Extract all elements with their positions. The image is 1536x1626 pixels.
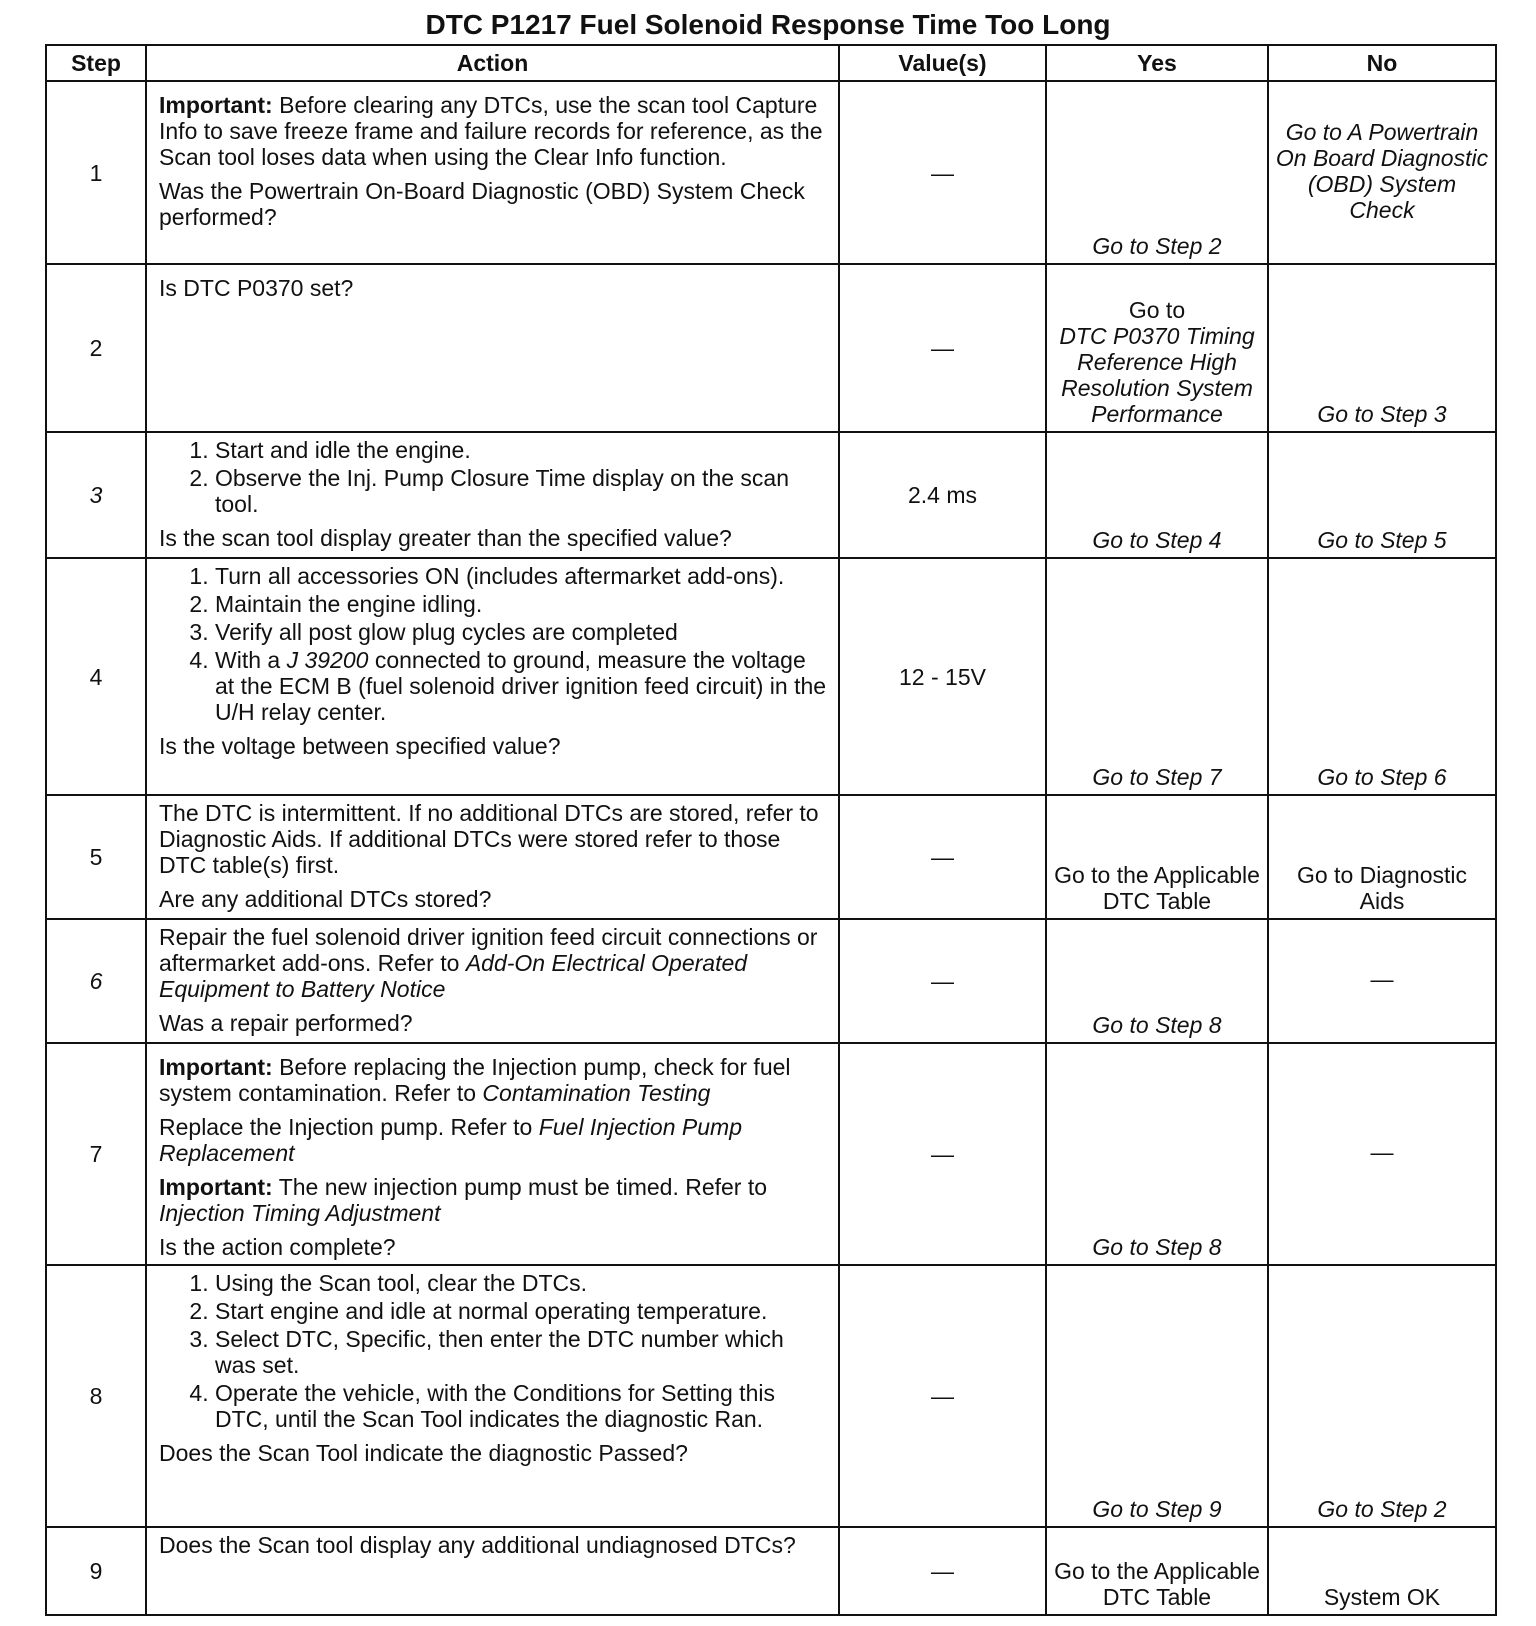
col-header-step: Step bbox=[46, 45, 146, 81]
value-cell: 2.4 ms bbox=[839, 432, 1046, 558]
yes-go-text: Go to bbox=[1128, 297, 1186, 323]
list-item: 2. Observe the Inj. Pump Closure Time display on the scan tool. bbox=[215, 465, 828, 517]
value-cell: — bbox=[839, 1043, 1046, 1265]
list-item: 4. Operate the vehicle, with the Conditions for Setting this DTC, until the Scan Tool indicates the diagnostic Ran. bbox=[215, 1380, 828, 1432]
action-cell bbox=[146, 1527, 839, 1615]
table-row-step-9 bbox=[46, 1527, 1496, 1615]
important-note bbox=[159, 1054, 828, 1106]
action-question: Is DTC P0370 set? bbox=[159, 275, 354, 301]
diagnostic-table bbox=[45, 44, 1497, 1616]
list-item: 1. Start and idle the engine. bbox=[215, 437, 828, 463]
important-label: Important: bbox=[159, 1174, 273, 1200]
action-question: Is the scan tool display greater than the specified value? bbox=[159, 525, 732, 551]
list-item: 1. Using the Scan tool, clear the DTCs. bbox=[215, 1270, 828, 1296]
col-header-yes: Yes bbox=[1046, 45, 1268, 81]
action-cell bbox=[146, 919, 839, 1043]
value-cell: — bbox=[839, 1527, 1046, 1615]
value-cell: — bbox=[839, 919, 1046, 1043]
procedure-list bbox=[159, 437, 828, 517]
list-item: 1. Turn all accessories ON (includes aftermarket add-ons). bbox=[215, 563, 828, 589]
procedure-list bbox=[159, 563, 828, 725]
action-cell bbox=[146, 432, 839, 558]
action-question: Is the action complete? bbox=[159, 1234, 396, 1260]
action-text-span: Repair the fuel solenoid driver ignition feed circuit connections or aftermarket add-ons. Refer to bbox=[159, 924, 818, 976]
step-number: 2 bbox=[46, 264, 146, 432]
value-cell: — bbox=[839, 795, 1046, 919]
table-row-step-6 bbox=[46, 919, 1496, 1043]
procedure-reference: Injection Timing Adjustment bbox=[159, 1200, 441, 1226]
yes-cell: Go to Step 4 bbox=[1046, 432, 1268, 558]
table-row-step-8 bbox=[46, 1265, 1496, 1527]
no-cell: Go to Step 2 bbox=[1268, 1265, 1496, 1527]
no-cell: Go to Diagnostic Aids bbox=[1268, 795, 1496, 919]
step-text: connected to ground, measure the voltage at the ECM B (fuel solenoid driver ignition feed circuit) in the U/H relay center. bbox=[215, 647, 827, 725]
no-cell: Go to Step 5 bbox=[1268, 432, 1496, 558]
important-note bbox=[159, 92, 828, 170]
table-row-step-3 bbox=[46, 432, 1496, 558]
table-row-step-2 bbox=[46, 264, 1496, 432]
value-cell: — bbox=[839, 1265, 1046, 1527]
col-header-no: No bbox=[1268, 45, 1496, 81]
action-cell bbox=[146, 264, 839, 432]
important-label: Important: bbox=[159, 1054, 273, 1080]
action-cell bbox=[146, 795, 839, 919]
action-text bbox=[159, 924, 828, 1002]
table-row-step-7 bbox=[46, 1043, 1496, 1265]
yes-cell: Go to Step 8 bbox=[1046, 1043, 1268, 1265]
action-question: Was a repair performed? bbox=[159, 1010, 413, 1036]
no-cell: System OK bbox=[1268, 1527, 1496, 1615]
step-number: 9 bbox=[46, 1527, 146, 1615]
col-header-values: Value(s) bbox=[839, 45, 1046, 81]
value-cell: — bbox=[839, 264, 1046, 432]
list-item: 3. Verify all post glow plug cycles are completed bbox=[215, 619, 828, 645]
no-cell: Go to Step 6 bbox=[1268, 558, 1496, 795]
no-cell: — bbox=[1268, 1043, 1496, 1265]
procedure-list bbox=[159, 1270, 828, 1432]
table-row-step-5 bbox=[46, 795, 1496, 919]
important-label: Important: bbox=[159, 92, 273, 118]
value-cell: — bbox=[839, 81, 1046, 264]
step-number: 1 bbox=[46, 81, 146, 264]
value-cell: 12 - 15V bbox=[839, 558, 1046, 795]
yes-cell: Go to Step 8 bbox=[1046, 919, 1268, 1043]
no-cell: — bbox=[1268, 919, 1496, 1043]
no-cell: Go to Step 3 bbox=[1268, 264, 1496, 432]
yes-reference: DTC P0370 Timing Reference High Resolution System Performance bbox=[1059, 323, 1255, 427]
yes-cell: Go to Step 9 bbox=[1046, 1265, 1268, 1527]
yes-cell bbox=[1046, 264, 1268, 432]
table-row-step-4 bbox=[46, 558, 1496, 795]
table-row-step-1 bbox=[46, 81, 1496, 264]
action-question: Was the Powertrain On-Board Diagnostic (OBD) System Check performed? bbox=[159, 178, 805, 230]
action-text-span: Replace the Injection pump. Refer to bbox=[159, 1114, 539, 1140]
list-item: 2. Start engine and idle at normal operating temperature. bbox=[215, 1298, 828, 1324]
procedure-reference: Contamination Testing bbox=[482, 1080, 711, 1106]
important-text: Before replacing the Injection pump, check for fuel system contamination. Refer to bbox=[159, 1054, 791, 1106]
action-text: The DTC is intermittent. If no additional DTCs are stored, refer to Diagnostic Aids. If additional DTCs were stored refer to those DTC table(s) first. bbox=[159, 800, 819, 878]
important-text: The new injection pump must be timed. Refer to bbox=[272, 1174, 768, 1200]
step-text: With a bbox=[215, 647, 287, 673]
action-question: Is the voltage between specified value? bbox=[159, 733, 561, 759]
step-number: 5 bbox=[46, 795, 146, 919]
action-cell bbox=[146, 1265, 839, 1527]
step-number: 8 bbox=[46, 1265, 146, 1527]
action-cell bbox=[146, 1043, 839, 1265]
important-text: Before clearing any DTCs, use the scan tool Capture Info to save freeze frame and failure records for reference, as the Scan tool loses data when using the Clear Info function. bbox=[159, 92, 823, 170]
list-item: 2. Maintain the engine idling. bbox=[215, 591, 828, 617]
header-row bbox=[46, 45, 1496, 81]
list-item: 3. Select DTC, Specific, then enter the DTC number which was set. bbox=[215, 1326, 828, 1378]
yes-cell: Go to the Applicable DTC Table bbox=[1046, 1527, 1268, 1615]
no-cell: Go to A Powertrain On Board Diagnostic (OBD) System Check bbox=[1268, 81, 1496, 264]
yes-cell: Go to Step 7 bbox=[1046, 558, 1268, 795]
yes-cell: Go to Step 2 bbox=[1046, 81, 1268, 264]
step-number: 7 bbox=[46, 1043, 146, 1265]
action-question: Does the Scan Tool indicate the diagnostic Passed? bbox=[159, 1440, 688, 1466]
list-item bbox=[215, 647, 828, 725]
action-question: Are any additional DTCs stored? bbox=[159, 886, 492, 912]
action-question: Does the Scan tool display any additional undiagnosed DTCs? bbox=[159, 1532, 796, 1558]
yes-cell: Go to the Applicable DTC Table bbox=[1046, 795, 1268, 919]
important-note bbox=[159, 1174, 828, 1226]
step-number: 4 bbox=[46, 558, 146, 795]
col-header-action: Action bbox=[146, 45, 839, 81]
action-text bbox=[159, 1114, 828, 1166]
step-number: 6 bbox=[46, 919, 146, 1043]
tool-reference: J 39200 bbox=[286, 647, 369, 673]
step-number: 3 bbox=[46, 432, 146, 558]
page-title: DTC P1217 Fuel Solenoid Response Time Too Long bbox=[425, 9, 1111, 40]
action-cell bbox=[146, 558, 839, 795]
procedure-reference: Fuel Injection Pump Replacement bbox=[159, 1114, 742, 1166]
procedure-reference: Add-On Electrical Operated Equipment to Battery Notice bbox=[159, 950, 748, 1002]
action-cell bbox=[146, 81, 839, 264]
